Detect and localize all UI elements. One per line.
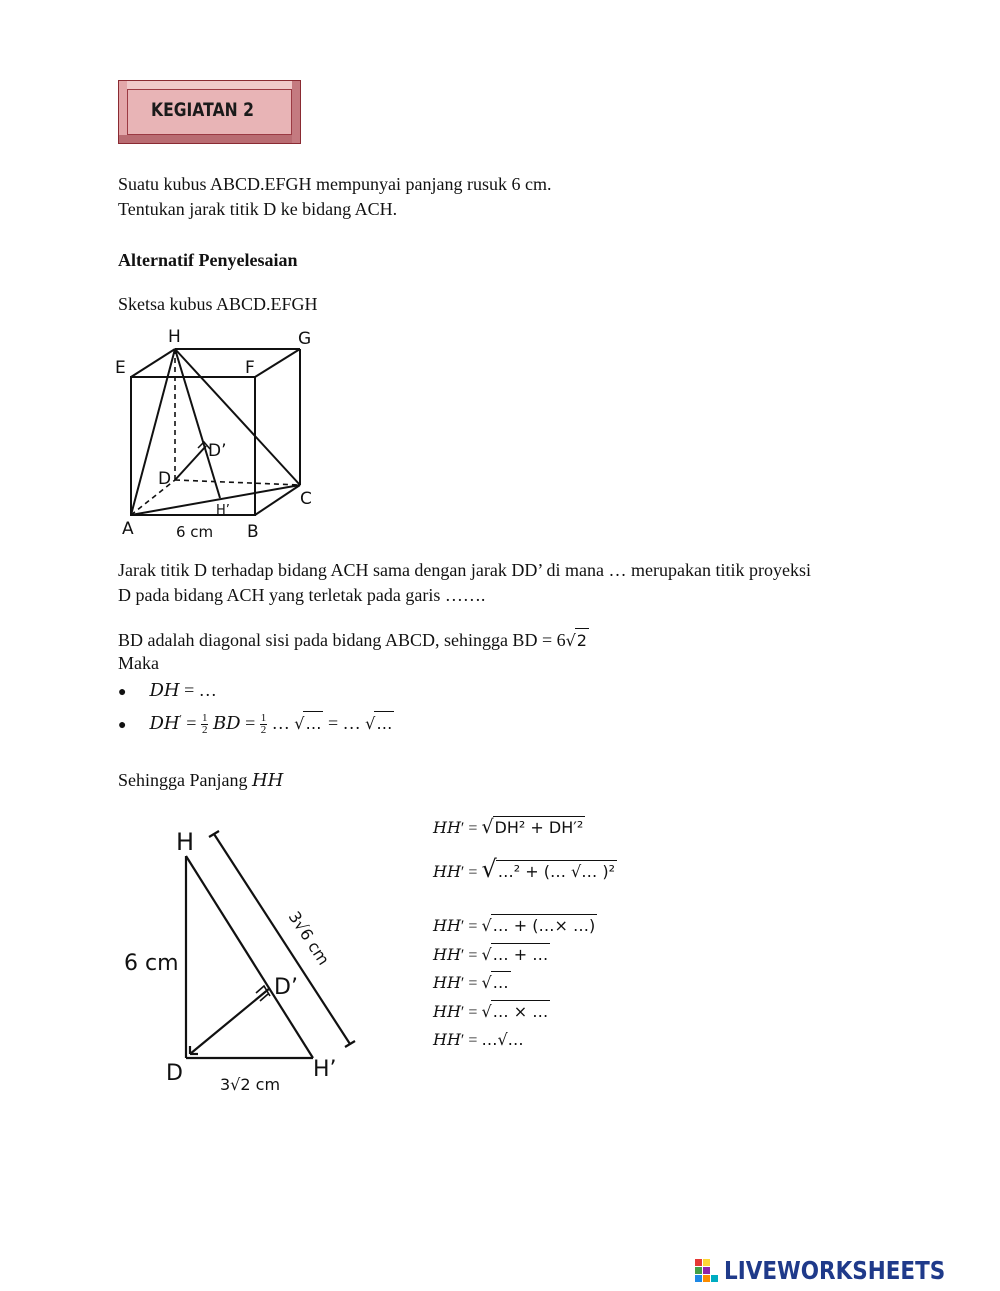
equals-sign: = (181, 713, 201, 733)
triangle-label-h-prime: H’ (313, 1057, 337, 1082)
bullet-icon: ● (118, 685, 127, 700)
eq-lhs: HH (433, 916, 461, 935)
dots: … (267, 713, 295, 733)
dh-prime-label: DH (149, 713, 180, 734)
eq-sign: ′ = (460, 918, 478, 935)
hh-var: HH (251, 770, 284, 791)
eq-lhs: HH (433, 945, 461, 964)
explanation-line-1: Jarak titik D terhadap bidang ACH sama dengan jarak DD’ di mana … merupakan titik proyeksi (118, 560, 811, 580)
half-fraction (201, 713, 209, 736)
cube-label-e: E (115, 358, 126, 378)
logo-text: LIVEWORKSHEETS (724, 1256, 946, 1285)
explanation-line-2: D pada bidang ACH yang terletak pada garis ……. (118, 585, 486, 605)
bd-line: BD adalah diagonal sisi pada bidang ABCD, sehingga BD = 6√2 (118, 628, 589, 653)
equation-1: HH′ = √DH² + DH′² (433, 816, 584, 838)
cube-edge-length: 6 cm (176, 523, 214, 541)
equation-5: HH′ = √… (433, 973, 509, 992)
triangle-base-length: 3√2 cm (220, 1075, 281, 1094)
eq-lhs: HH (433, 973, 461, 992)
bd-root: 2 (575, 628, 589, 653)
fraction-den: 2 (201, 724, 208, 737)
dh-value: = … (179, 680, 217, 700)
eq-sign: ′ = (460, 975, 478, 992)
fraction-num: 1 (201, 712, 208, 725)
bullet-icon: ● (118, 718, 127, 733)
prime-mark: ′ (179, 714, 182, 725)
triangle-label-d: D (166, 1061, 183, 1086)
eq-sign: ′ = (460, 1032, 478, 1049)
eq-lhs: HH (433, 862, 461, 881)
triangle-figure (118, 818, 368, 1098)
cube-label-a: A (122, 519, 134, 539)
sehingga-line (118, 768, 283, 793)
cube-label-h: H (168, 327, 181, 347)
root-content: … (374, 711, 394, 736)
equation-6: HH′ = √… × … (433, 1002, 549, 1021)
eq-sign: ′ = (460, 864, 478, 881)
eq-lhs: HH (433, 818, 461, 837)
eq-rhs: …√… (481, 1030, 524, 1049)
activity-heading: KEGIATAN 2 (151, 99, 254, 121)
equation-7 (433, 1029, 524, 1052)
problem-line-1: Suatu kubus ABCD.EFGH mempunyai panjang rusuk 6 cm. (118, 174, 552, 194)
logo-icon (694, 1258, 720, 1284)
triangle-hypotenuse-length: 3√6 cm (284, 907, 334, 969)
cube-label-b: B (247, 522, 259, 542)
cube-label-c: C (300, 489, 312, 509)
eq-rhs: …² + (… √… )² (497, 862, 615, 881)
eq-rhs: … (492, 973, 509, 992)
triangle-side-length: 6 cm (124, 951, 179, 976)
fraction-num: 1 (260, 712, 267, 725)
eq-lhs: HH (433, 1030, 461, 1049)
equation-2: HH′ = √…² + (… √… )² (433, 855, 615, 883)
liveworksheets-logo[interactable] (694, 1256, 994, 1286)
equals-sign: = (240, 713, 260, 733)
triangle-label-d-prime: D’ (274, 975, 298, 1000)
bullet-item-dh-prime: ● DH′ = $\frac{1}{2}$ BD = $\frac{1}{2}$ … √… = … √… (118, 712, 393, 737)
maka-label: Maka (118, 653, 159, 673)
cube-label-h-prime: H’ (216, 503, 230, 518)
eq-rhs: … + (…× …) (492, 916, 596, 935)
eq-rhs: … × … (492, 1002, 549, 1021)
cube-label-f: F (245, 358, 255, 378)
eq-rhs: DH² + DH′² (494, 818, 584, 837)
cube-label-g: G (298, 329, 312, 349)
cube-label-d: D (158, 469, 172, 489)
solution-title: Alternatif Penyelesaian (118, 250, 298, 270)
sketch-title: Sketsa kubus ABCD.EFGH (118, 294, 318, 314)
activity-heading-box (118, 80, 301, 144)
dh-label: DH (149, 680, 180, 701)
eq-lhs: HH (433, 1002, 461, 1021)
problem-line-2: Tentukan jarak titik D ke bidang ACH. (118, 199, 398, 219)
sehingga-text: Sehingga Panjang (118, 770, 252, 790)
equals-dots: = … (323, 713, 366, 733)
bd-symbol: BD (212, 713, 241, 734)
cube-label-d-prime: D’ (208, 441, 227, 461)
equation-3: HH′ = √… + (…× …) (433, 916, 596, 935)
eq-sign: ′ = (460, 820, 478, 837)
root-content: … (303, 711, 323, 736)
eq-sign: ′ = (460, 1004, 478, 1021)
fraction-den: 2 (260, 724, 267, 737)
equation-4: HH′ = √… + … (433, 945, 549, 964)
cube-figure (110, 322, 330, 547)
triangle-label-h: H (176, 828, 195, 856)
eq-sign: ′ = (460, 947, 478, 964)
bd-line-text: BD adalah diagonal sisi pada bidang ABCD, sehingga BD = 6 (118, 630, 566, 650)
eq-rhs: … + … (492, 945, 549, 964)
bullet-item-dh (118, 678, 217, 705)
